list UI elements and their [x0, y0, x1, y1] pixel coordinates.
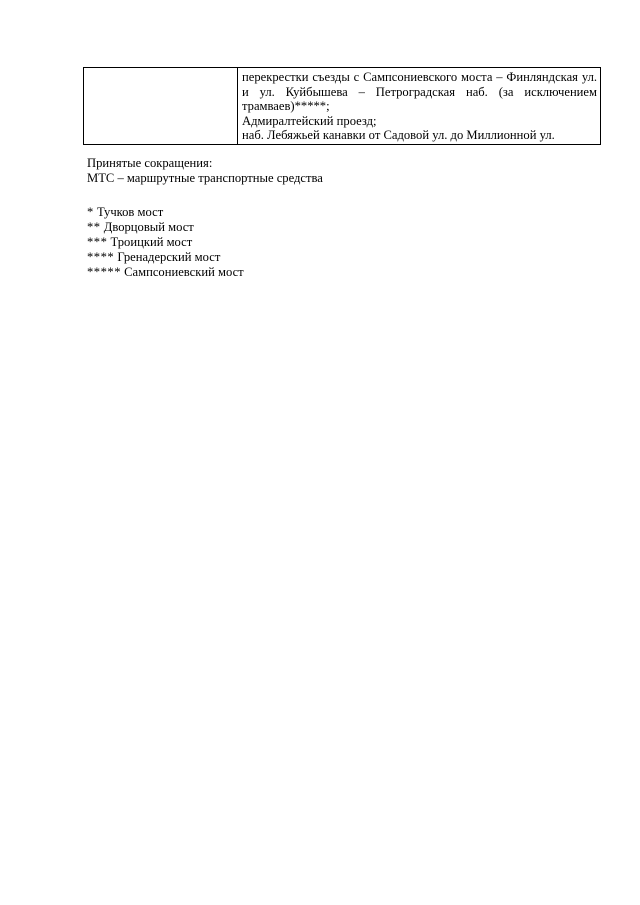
table-text-line: наб. Лебяжьей канавки от Садовой ул. до Миллионной ул. [242, 128, 555, 143]
footnote-mark: * [87, 205, 94, 219]
footnote-mark: **** [87, 249, 115, 264]
footnote-item [87, 235, 244, 250]
abbreviations-section [87, 156, 323, 186]
table-text-line: Адмиралтейский проезд; [242, 113, 377, 128]
footnote-item [87, 220, 244, 235]
footnote-text: Дворцовый мост [103, 219, 194, 234]
footnote-mark: *** [87, 234, 108, 249]
route-table [83, 67, 601, 145]
table-cell-empty [84, 68, 238, 144]
footnote-mark: ***** [87, 264, 121, 279]
abbreviations-heading: Принятые сокращения: [87, 156, 213, 170]
table-text-line: и ул. Куйбышева – Петроградская наб. (за исключением [242, 84, 597, 99]
footnotes-list [87, 205, 244, 280]
footnote-text: Тучков мост [96, 205, 164, 219]
footnote-text: Сампсониевский мост [124, 264, 244, 279]
footnote-text: Троицкий мост [110, 234, 193, 249]
footnote-item [87, 265, 244, 280]
footnote-text: Гренадерский мост [117, 249, 221, 264]
table-cell-streets [238, 68, 600, 144]
table-text-line: трамваев)*****; [242, 99, 330, 114]
footnote-item [87, 205, 244, 220]
table-text-line: перекрестки съезды с Сампсониевского моста – Финляндская ул. [242, 70, 597, 84]
abbreviation-item: МТС – маршрутные транспортные средства [87, 170, 323, 185]
footnote-mark: ** [87, 219, 101, 234]
footnote-item [87, 250, 244, 265]
